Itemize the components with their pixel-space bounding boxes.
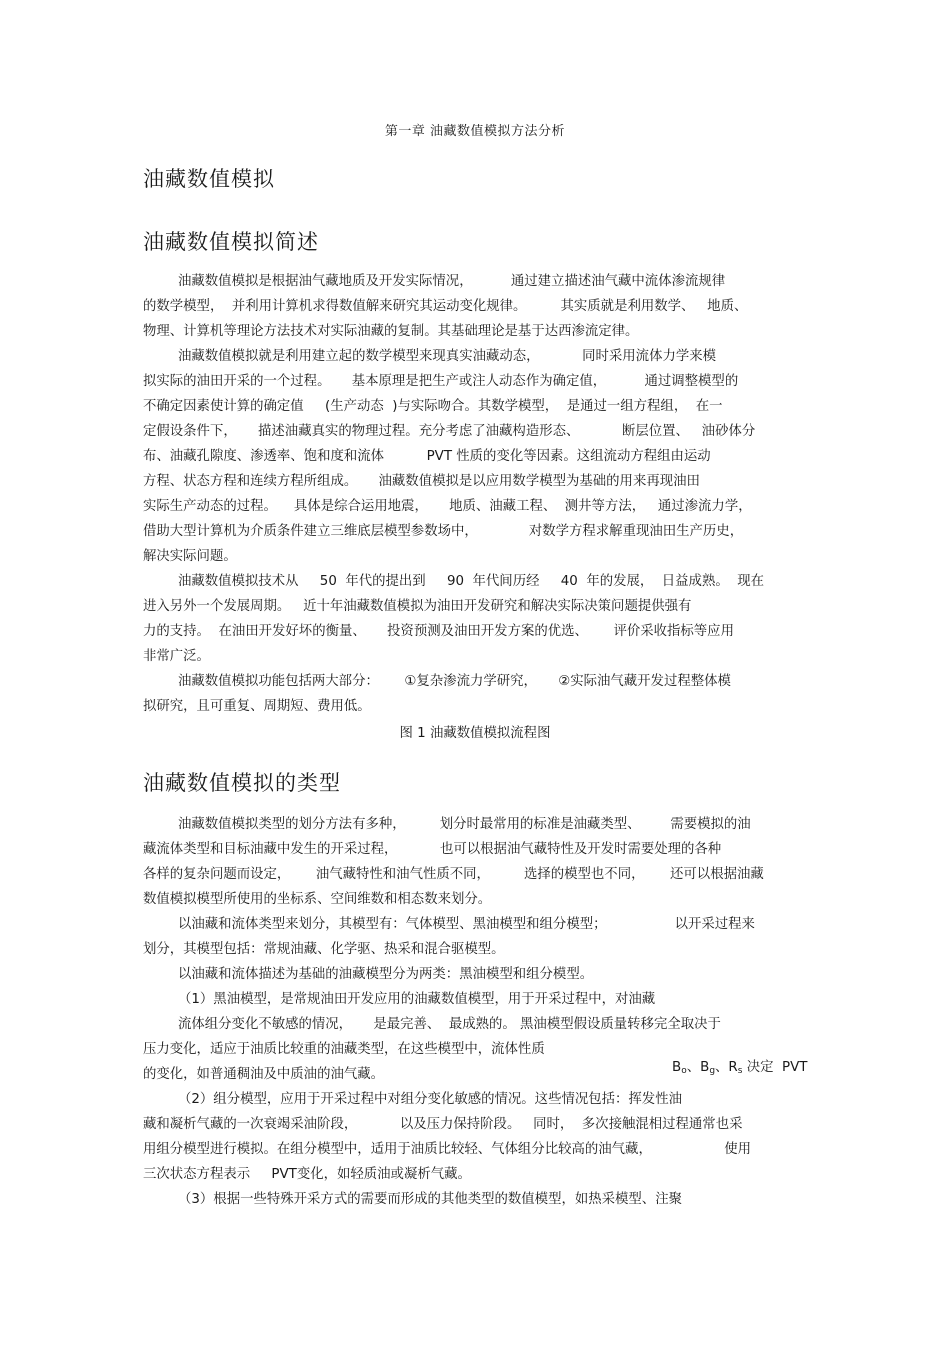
pvt-parameters: $B_o$、$B_g$、$R_s$ 决定 PVT bbox=[672, 1060, 808, 1076]
paragraph-line: 压力变化，适应于油质比较重的油藏类型，在这些模型中，流体性质 bbox=[143, 1042, 545, 1057]
heading-simulation-types: 油藏数值模拟的类型 bbox=[143, 771, 341, 795]
paragraph-line: 借助大型计算机为介质条件建立三维底层模型参数场中， 对数学方程求解重现油田生产历史， bbox=[143, 524, 744, 539]
paragraph-line: 定假设条件下， 描述油藏真实的物理过程。充分考虑了油藏构造形态、 断层位置、 油砂体分 bbox=[143, 424, 756, 439]
param-bo: $B_o$ bbox=[672, 1060, 687, 1076]
paragraph-line: 解决实际问题。 bbox=[143, 549, 237, 564]
paragraph-line: 油藏数值模拟功能包括两大部分： ①复杂渗流力学研究， ②实际油气藏开发过程整体模 bbox=[178, 674, 731, 689]
paragraph-line: 流体组分变化不敏感的情况， 是最完善、 最成熟的。 黑油模型假设质量转移完全取决于 bbox=[178, 1017, 721, 1032]
param-rs: $R_s$ bbox=[728, 1060, 743, 1076]
param-bg: $B_g$ bbox=[700, 1060, 716, 1076]
paragraph-line: 非常广泛。 bbox=[143, 649, 210, 664]
paragraph-line: 油藏数值模拟就是利用建立起的数学模型来现真实油藏动态， 同时采用流体力学来模 bbox=[178, 349, 717, 364]
paragraph-line: 藏流体类型和目标油藏中发生的开采过程， 也可以根据油气藏特性及开发时需要处理的各种 bbox=[143, 842, 722, 857]
paragraph-line: 布、油藏孔隙度、渗透率、饱和度和流体 PVT 性质的变化等因素。这组流动方程组由运动 bbox=[143, 449, 711, 464]
paragraph-line: （1）黑油模型，是常规油田开发应用的油藏数值模型，用于开采过程中，对油藏 bbox=[178, 992, 656, 1007]
paragraph-line: 以油藏和流体描述为基础的油藏模型分为两类：黑油模型和组分模型。 bbox=[178, 967, 594, 982]
paragraph-line: 数值模拟模型所使用的坐标系、空间维数和相态数来划分。 bbox=[143, 892, 492, 907]
paragraph-line: 各样的复杂问题而设定， 油气藏特性和油气性质不同， 选择的模型也不同， 还可以根据油藏 bbox=[143, 867, 764, 882]
paragraph-line: 藏和凝析气藏的一次衰竭采油阶段， 以及压力保持阶段。 同时， 多次接触混相过程通常也采 bbox=[143, 1117, 743, 1132]
paragraph-line: 拟实际的油田开采的一个过程。 基本原理是把生产或注人动态作为确定值， 通过调整模型的 bbox=[143, 374, 739, 389]
paragraph-line: （2）组分模型，应用于开采过程中对组分变化敏感的情况。这些情况包括：挥发性油 bbox=[178, 1092, 682, 1107]
chapter-title: 第一章 油藏数值模拟方法分析 bbox=[384, 124, 566, 139]
paragraph-line: 进入另外一个发展周期。 近十年油藏数值模拟为油田开发研究和解决实际决策问题提供强有 bbox=[143, 599, 692, 614]
paragraph-line: 拟研究，且可重复、周期短、费用低。 bbox=[143, 699, 371, 714]
paragraph-line: 不确定因素使计算的确定值 (生产动态 )与实际吻合。其数学模型， 是通过一组方程组， 在一 bbox=[143, 399, 723, 414]
paragraph-line: 油藏数值模拟技术从 50 年代的提出到 90 年代间历经 40 年的发展， 日益成熟。 现在 bbox=[178, 574, 765, 589]
paragraph-line: 的变化，如普通稠油及中质油的油气藏。 bbox=[143, 1067, 385, 1082]
paragraph-line: 三次状态方程表示 PVT变化，如轻质油或凝析气藏。 bbox=[143, 1167, 471, 1182]
figure-caption: 图 1 油藏数值模拟流程图 bbox=[399, 726, 551, 741]
paragraph-line: （3）根据一些特殊开采方式的需要而形成的其他类型的数值模型，如热采模型、注聚 bbox=[178, 1192, 682, 1207]
paragraph-line: 油藏数值模拟是根据油气藏地质及开发实际情况， 通过建立描述油气藏中流体渗流规律 bbox=[178, 274, 726, 289]
paragraph-line: 方程、状态方程和连续方程所组成。 油藏数值模拟是以应用数学模型为基础的用来再现油田 bbox=[143, 474, 700, 489]
paragraph-line: 用组分模型进行模拟。在组分模型中，适用于油质比较轻、气体组分比较高的油气藏， 使用 bbox=[143, 1142, 751, 1157]
heading-reservoir-simulation: 油藏数值模拟 bbox=[143, 167, 275, 191]
paragraph-line: 物理、计算机等理论方法技术对实际油藏的复制。其基础理论是基于达西渗流定律。 bbox=[143, 324, 639, 339]
paragraph-line: 实际生产动态的过程。 具体是综合运用地震， 地质、油藏工程、 测井等方法， 通过渗流力学， bbox=[143, 499, 752, 514]
heading-simulation-overview: 油藏数值模拟简述 bbox=[143, 230, 319, 254]
paragraph-line: 划分，其模型包括：常规油藏、化学驱、热采和混合驱模型。 bbox=[143, 942, 505, 957]
paragraph-line: 的数学模型， 并利用计算机求得数值解来研究其运动变化规律。 其实质就是利用数学、 地质、 bbox=[143, 299, 748, 314]
paragraph-line: 以油藏和流体类型来划分，其模型有：气体模型、黑油模型和组分模型； 以开采过程来 bbox=[178, 917, 755, 932]
paragraph-line: 油藏数值模拟类型的划分方法有多种， 划分时最常用的标准是油藏类型、 需要模拟的油 bbox=[178, 817, 751, 832]
paragraph-line: 力的支持。 在油田开发好坏的衡量、 投资预测及油田开发方案的优选、 评价采收指标等应用 bbox=[143, 624, 734, 639]
